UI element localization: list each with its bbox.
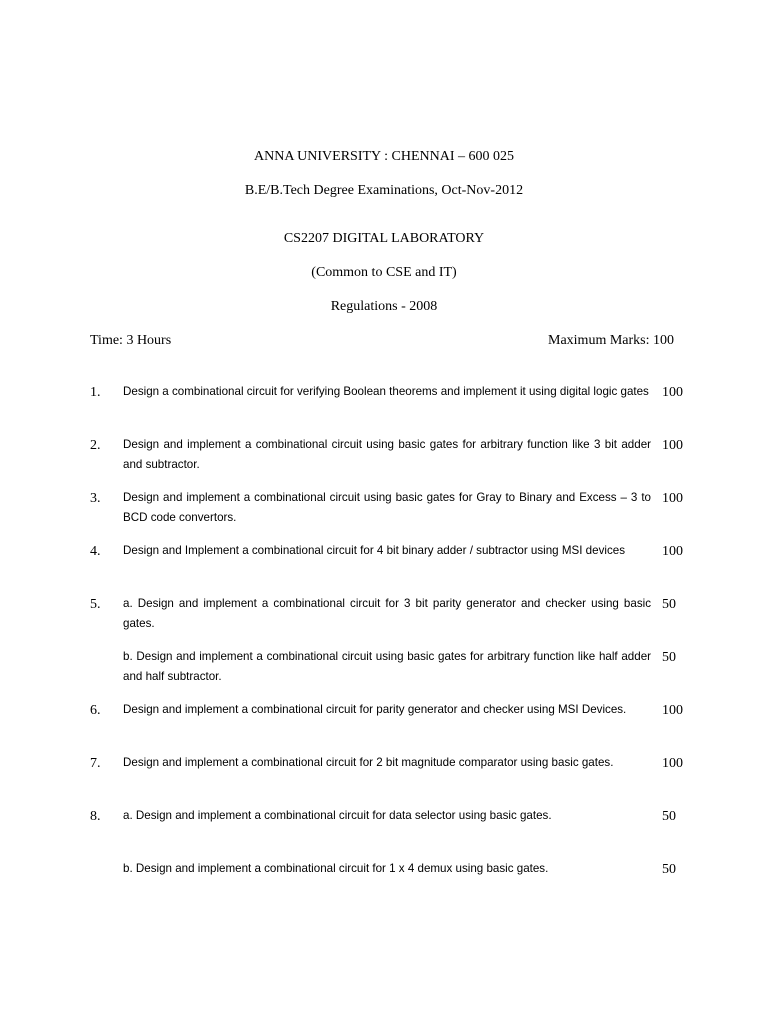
question-item xyxy=(0,488,768,541)
question-number: 2. xyxy=(90,438,101,453)
question-item xyxy=(0,435,768,488)
question-text: a. Design and implement a combinational circuit for data selector using basic gates. xyxy=(123,809,552,822)
question-marks: 100 xyxy=(662,703,683,718)
question-marks: 50 xyxy=(662,862,676,877)
question-number: 6. xyxy=(90,703,101,718)
question-item xyxy=(0,541,768,594)
question-number: 8. xyxy=(90,809,101,824)
time-label: Time: 3 Hours xyxy=(90,333,172,348)
question-text: a. Design and implement a combinational circuit for 3 bit parity generator and checker using basic gates. xyxy=(123,597,651,630)
question-number: 1. xyxy=(90,385,101,400)
question-text: Design and Implement a combinational circuit for 4 bit binary adder / subtractor using MSI devices xyxy=(123,544,625,557)
question-text: b. Design and implement a combinational circuit for 1 x 4 demux using basic gates. xyxy=(123,862,549,875)
question-marks: 100 xyxy=(662,756,683,771)
question-list xyxy=(0,382,768,912)
question-marks: 100 xyxy=(662,385,683,400)
question-item xyxy=(0,382,768,435)
max-marks-label: Maximum Marks: 100 xyxy=(548,333,674,348)
question-item xyxy=(0,594,768,647)
question-number: 5. xyxy=(90,597,101,612)
question-text: Design and implement a combinational circuit using basic gates for arbitrary function like 3 bit adder and subtractor. xyxy=(123,438,651,471)
question-marks: 100 xyxy=(662,544,683,559)
question-number: 4. xyxy=(90,544,101,559)
question-marks: 50 xyxy=(662,650,676,665)
question-number: 7. xyxy=(90,756,101,771)
exam-meta-row xyxy=(90,333,674,353)
question-item xyxy=(0,753,768,806)
course-title: CS2207 DIGITAL LABORATORY xyxy=(283,231,485,246)
question-text: Design a combinational circuit for verifying Boolean theorems and implement it using digital logic gates xyxy=(123,385,649,398)
question-marks: 100 xyxy=(662,491,683,506)
question-item xyxy=(0,859,768,912)
regulations-note: Regulations - 2008 xyxy=(330,299,438,314)
question-text: Design and implement a combinational circuit for 2 bit magnitude comparator using basic gates. xyxy=(123,756,614,769)
exam-title: B.E/B.Tech Degree Examinations, Oct-Nov-2012 xyxy=(244,183,524,198)
question-text: Design and implement a combinational circuit using basic gates for Gray to Binary and Excess – 3 to BCD code convertors. xyxy=(123,491,651,524)
question-text: Design and implement a combinational circuit for parity generator and checker using MSI Devices. xyxy=(123,703,627,716)
question-marks: 50 xyxy=(662,597,676,612)
question-marks: 100 xyxy=(662,438,683,453)
question-item xyxy=(0,806,768,859)
common-note: (Common to CSE and IT) xyxy=(311,265,457,280)
question-number: 3. xyxy=(90,491,101,506)
question-item xyxy=(0,700,768,753)
question-item xyxy=(0,647,768,700)
question-text: b. Design and implement a combinational circuit using basic gates for arbitrary function like half adder and half subtractor. xyxy=(123,650,651,683)
university-heading: ANNA UNIVERSITY : CHENNAI – 600 025 xyxy=(253,149,515,164)
question-marks: 50 xyxy=(662,809,676,824)
